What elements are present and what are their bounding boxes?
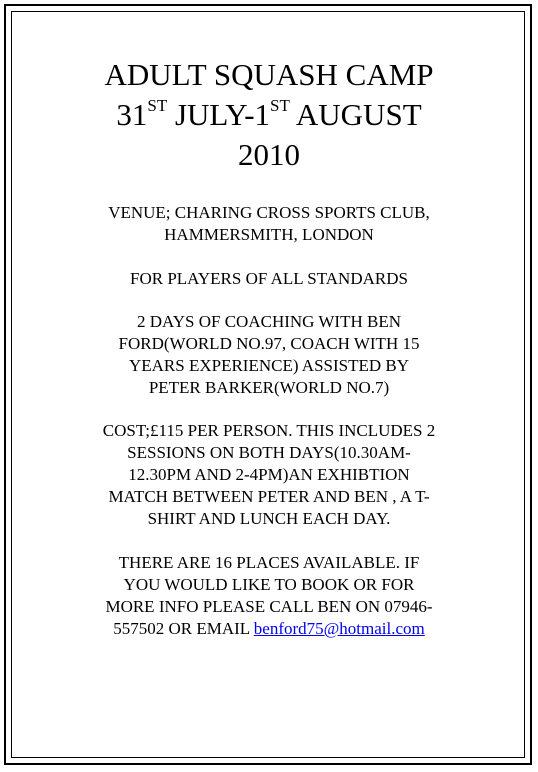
venue-line-1: VENUE; CHARING CROSS SPORTS CLUB,: [108, 203, 430, 222]
date-month-start: JULY-1: [167, 97, 271, 132]
booking-line-2: YOU WOULD LIKE TO BOOK OR FOR: [123, 575, 415, 594]
cost-line-2: SESSIONS ON BOTH DAYS(10.30AM-: [127, 443, 411, 462]
title-date: [116, 97, 421, 132]
title-year: 2010: [238, 137, 300, 172]
booking-paragraph: [0, 552, 538, 640]
players-paragraph: FOR PLAYERS OF ALL STANDARDS: [130, 269, 408, 288]
email-link[interactable]: benford75@hotmail.com: [253, 619, 425, 638]
date-day-start: 31: [116, 97, 148, 132]
coaching-paragraph: [0, 311, 538, 399]
coaching-line-4: PETER BARKER(WORLD NO.7): [148, 378, 390, 397]
coaching-line-2: FORD(WORLD NO.97, COACH WITH 15: [118, 334, 420, 353]
poster-content: [0, 55, 538, 640]
date-suffix-end: ST: [270, 95, 290, 115]
cost-paragraph: [0, 420, 538, 530]
poster-title: [0, 55, 538, 175]
cost-line-3: 12.30PM AND 2-4PM)AN EXHIBTION: [128, 465, 410, 484]
venue-paragraph: [0, 202, 538, 246]
booking-line-4: 557502 OR EMAIL: [113, 619, 254, 638]
cost-line-1: COST;£115 PER PERSON. THIS INCLUDES 2: [102, 421, 436, 440]
cost-line-4: MATCH BETWEEN PETER AND BEN , A T-: [108, 487, 430, 506]
date-suffix-start: ST: [147, 95, 168, 115]
coaching-line-3: YEARS EXPERIENCE) ASSISTED BY: [128, 356, 410, 375]
date-month-end: AUGUST: [289, 97, 422, 132]
title-line-1: ADULT SQUASH CAMP: [104, 57, 434, 92]
booking-line-1: THERE ARE 16 PLACES AVAILABLE. IF: [118, 553, 420, 572]
booking-line-3: MORE INFO PLEASE CALL BEN ON 07946-: [105, 597, 433, 616]
cost-line-5: SHIRT AND LUNCH EACH DAY.: [147, 509, 391, 528]
venue-line-2: HAMMERSMITH, LONDON: [164, 225, 374, 244]
coaching-line-1: 2 DAYS OF COACHING WITH BEN: [137, 312, 401, 331]
